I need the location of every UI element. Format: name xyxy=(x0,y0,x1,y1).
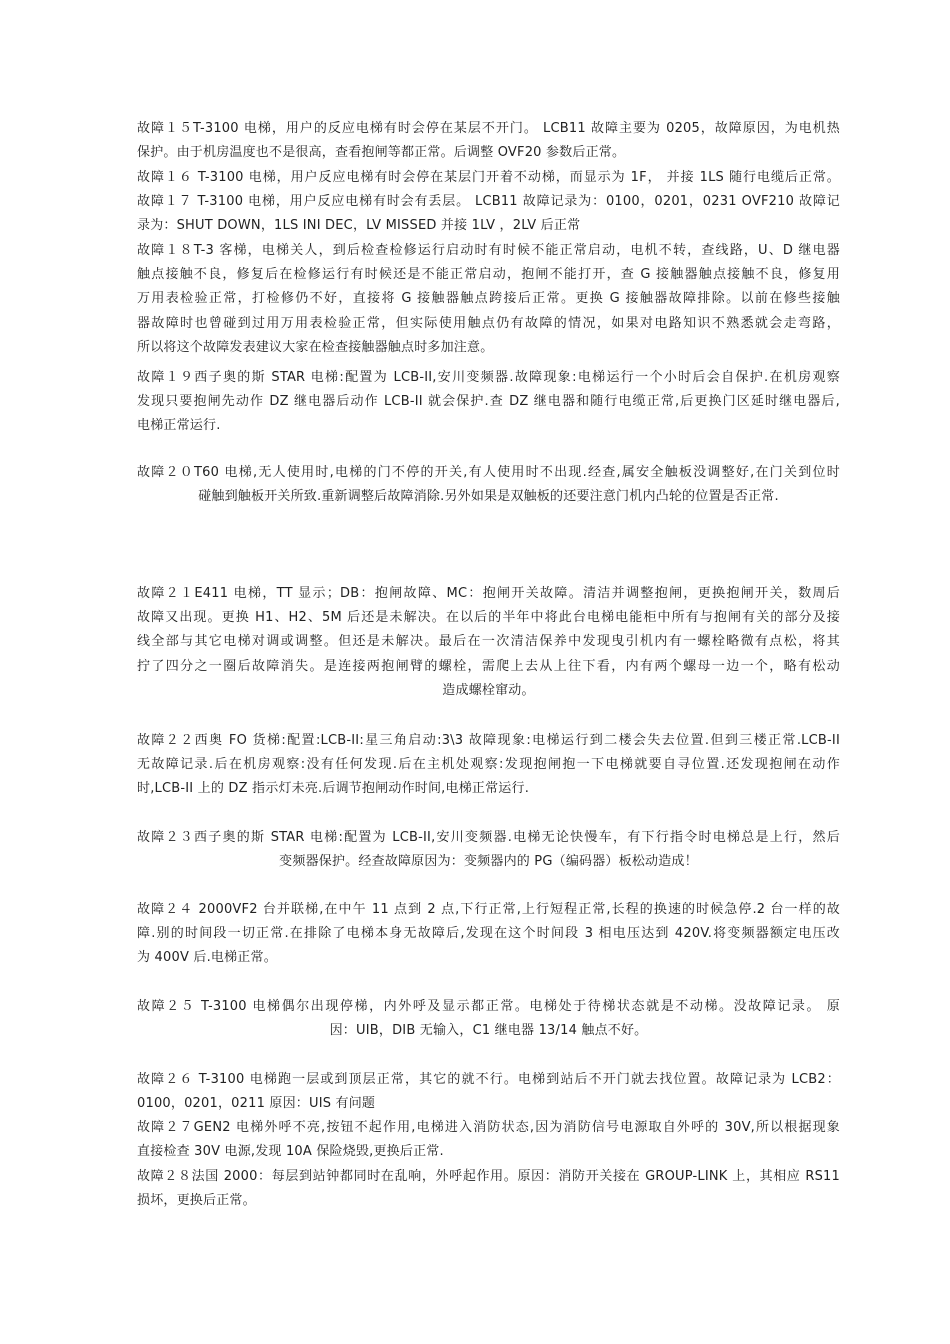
fault-28-line: 故障２８法国 2000：每层到站钟都同时在乱响，外呼起作用。原因：消防开关接在 GROUP-LINK 上，其相应 RS11 xyxy=(137,1169,840,1184)
fault-22-line: 无故障记录.后在机房观察:没有任何发现.后在主机处观察:发现抱闸抱一下电梯就要自寻位置.还发现抱闸在动作 xyxy=(137,757,840,773)
fault-23-line: 变频器保护。经查故障原因为：变频器内的 PG（编码器）板松动造成！ xyxy=(279,854,698,870)
fault-26-line: 故障２６ T-3100 电梯跑一层或到顶层正常，其它的就不行。电梯到站后不开门就去找位置。故障记录为 LCB2： xyxy=(137,1072,840,1087)
fault-25-line: 故障２５ T-3100 电梯偶尔出现停梯，内外呼及显示都正常。电梯处于待梯状态就是不动梯。没故障记录。 原 xyxy=(137,999,840,1014)
fault-16-paragraph xyxy=(137,166,840,190)
fault-22-paragraph xyxy=(137,729,840,802)
fault-26-line: 0100，0201，0211 原因：UIS 有问题 xyxy=(137,1096,376,1112)
fault-15-line: 故障１５T-3100 电梯，用户的反应电梯有时会停在某层不开门。 LCB11 故障主要为 0205，故障原因，为电机热 xyxy=(137,121,840,136)
fault-27-line: 直接检查 30V 电源,发现 10A 保险烧毁,更换后正常. xyxy=(137,1144,444,1160)
fault-18-line: 器故障时也曾碰到过用万用表检验正常，但实际使用触点仍有故障的情况，如果对电路知识不熟悉就会走弯路， xyxy=(137,315,840,331)
fault-23-line: 故障２３西子奥的斯 STAR 电梯:配置为 LCB-II,安川变频器.电梯无论快慢车，有下行指令时电梯总是上行，然后 xyxy=(137,830,840,845)
fault-20-line: 碰触到触板开关所致.重新调整后故障消除.另外如果是双触板的还要注意门机内凸轮的位置是否正常. xyxy=(198,489,779,505)
fault-18-line: 所以将这个故障发表建议大家在检查接触器触点时多加注意。 xyxy=(137,339,494,355)
fault-23-paragraph xyxy=(137,826,840,874)
fault-25-line: 因：UIB，DIB 无输入，C1 继电器 13/14 触点不好。 xyxy=(329,1023,648,1039)
fault-15-line: 保护。由于机房温度也不是很高，查看抱闸等都正常。后调整 OVF20 参数后正常。 xyxy=(137,145,626,161)
fault-18-line: 故障１８T-3 客梯，电梯关人，到后检查检修运行启动时有时候不能正常启动，电机不转，查线路，U、D 继电器 xyxy=(137,243,840,258)
fault-21-line: 造成螺栓窜动。 xyxy=(442,682,535,698)
fault-27-paragraph xyxy=(137,1116,840,1164)
fault-18-paragraph xyxy=(137,239,840,360)
fault-21-paragraph xyxy=(137,582,840,703)
fault-19-line: 故障１９西子奥的斯 STAR 电梯:配置为 LCB-II,安川变频器.故障现象:电梯运行一个小时后会自保护.在机房观察 xyxy=(137,370,840,385)
fault-15-paragraph xyxy=(137,117,840,165)
fault-28-line: 损坏，更换后正常。 xyxy=(137,1193,256,1209)
fault-24-line: 故障２４ 2000VF2 台并联梯,在中午 11 点到 2 点,下行正常,上行短程正常,长程的换速的时候急停.2 台一样的故 xyxy=(137,902,840,917)
fault-21-line: 故障２１E411 电梯，TT 显示；DB：抱闸故障、MC：抱闸开关故障。清洁并调整抱闸，更换抱闸开关，数周后 xyxy=(137,586,840,601)
fault-16-line: 故障１６ T-3100 电梯，用户反应电梯有时会停在某层门开着不动梯，而显示为 1F， 并接 1LS 随行电缆后正常。 xyxy=(137,170,840,185)
fault-20-paragraph xyxy=(137,461,840,509)
fault-24-line: 为 400V 后.电梯正常。 xyxy=(137,950,277,966)
fault-26-paragraph xyxy=(137,1068,840,1116)
fault-18-line: 万用表检验正常，打检修仍不好，直接将 G 接触器触点跨接后正常。更换 G 接触器故障排除。以前在修些接触 xyxy=(137,291,840,307)
fault-20-line: 故障２０T60 电梯,无人使用时,电梯的门不停的开关,有人使用时不出现.经查,属安全触板没调整好,在门关到位时 xyxy=(137,465,840,480)
fault-28-paragraph xyxy=(137,1165,840,1213)
fault-19-line: 电梯正常运行. xyxy=(137,418,221,434)
fault-27-line: 故障２７GEN2 电梯外呼不亮,按钮不起作用,电梯进入消防状态,因为消防信号电源取自外呼的 30V,所以根据现象 xyxy=(137,1120,840,1135)
fault-21-line: 线全部与其它电梯对调或调整。但还是未解决。最后在一次清洁保养中发现曳引机内有一螺栓略微有点松，将其 xyxy=(137,634,840,650)
fault-22-line: 时,LCB-II 上的 DZ 指示灯未亮.后调节抱闸动作时间,电梯正常运行. xyxy=(137,781,530,797)
fault-19-paragraph xyxy=(137,366,840,439)
fault-17-line: 录为：SHUT DOWN，1LS INI DEC，LV MISSED 并接 1LV ，2LV 后正常 xyxy=(137,218,581,234)
fault-18-line: 触点接触不良，修复后在检修运行有时候还是不能正常启动，抱闸不能打开，查 G 接触器触点接触不良，修复用 xyxy=(137,267,840,283)
fault-21-line: 拧了四分之一圈后故障消失。是连接两抱闸臂的螺栓，需爬上去从上往下看，内有两个螺母一边一个，略有松动 xyxy=(137,658,840,674)
fault-24-paragraph xyxy=(137,898,840,971)
fault-17-paragraph xyxy=(137,190,840,238)
fault-24-line: 障.别的时间段一切正常.在排除了电梯本身无故障后,发现在这个时间段 3 相电压达到 420V.将变频器额定电压改 xyxy=(137,926,840,942)
fault-22-line: 故障２２西奥 FO 货梯:配置:LCB-II:星三角启动:3\3 故障现象:电梯运行到二楼会失去位置.但到三楼正常.LCB-II xyxy=(137,733,840,748)
fault-25-paragraph xyxy=(137,995,840,1043)
fault-19-line: 发现只要抱闸先动作 DZ 继电器后动作 LCB-II 就会保护.查 DZ 继电器和随行电缆正常,后更换门区延时继电器后, xyxy=(137,394,840,410)
fault-21-line: 故障又出现。更换 H1、H2、5M 后还是未解决。在以后的半年中将此台电梯电能柜中所有与抱闸有关的部分及接 xyxy=(137,610,840,626)
fault-17-line: 故障１７ T-3100 电梯，用户反应电梯有时会有丢层。 LCB11 故障记录为：0100，0201，0231 OVF210 故障记 xyxy=(137,194,840,209)
